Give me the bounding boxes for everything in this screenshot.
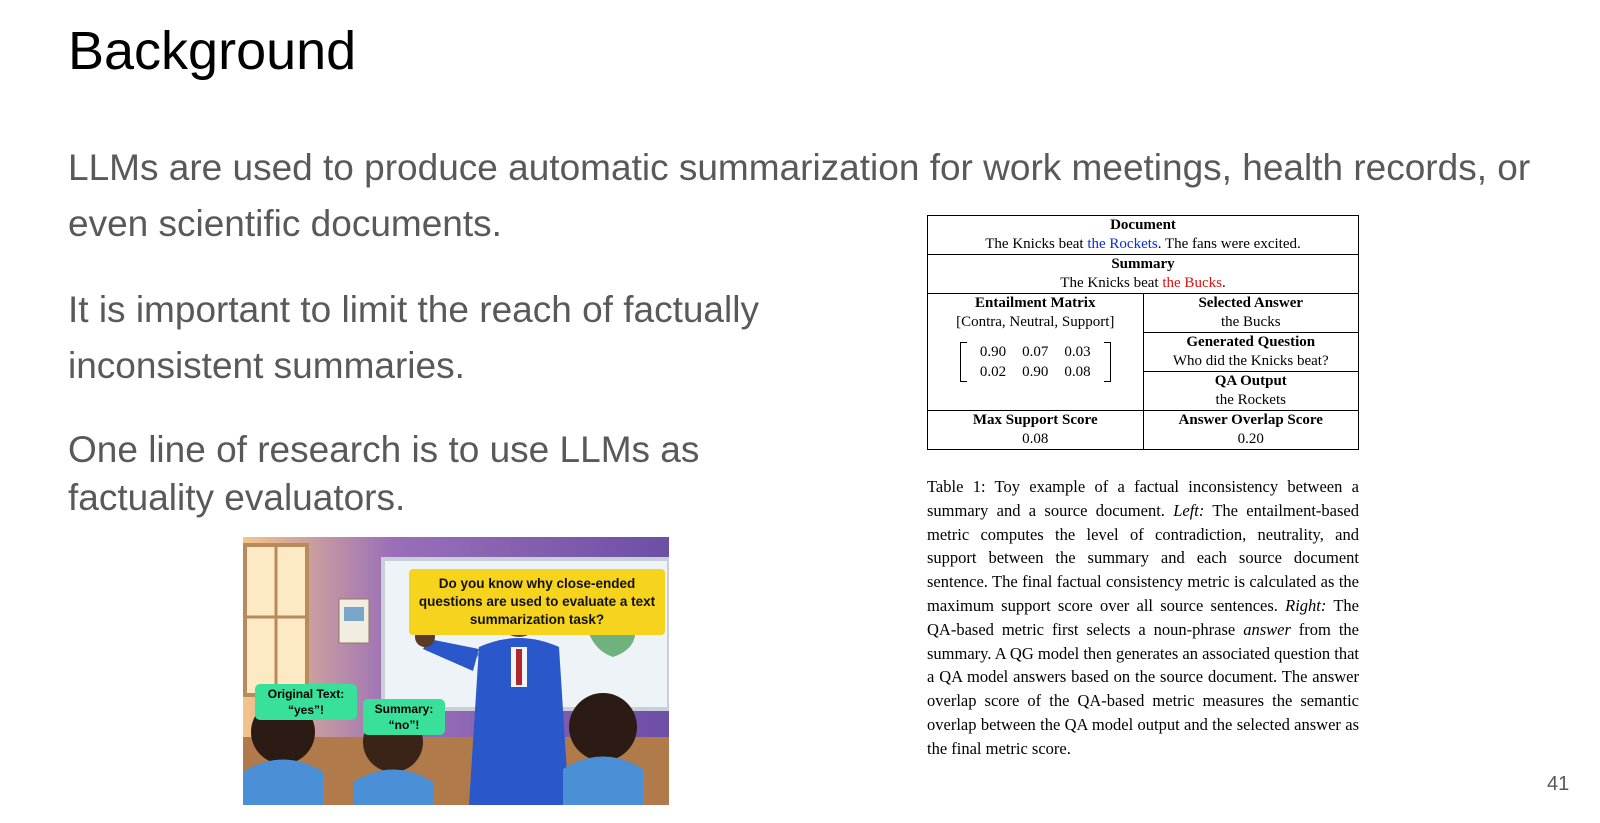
document-header: Document [1110, 217, 1176, 233]
summary-highlight: the Bucks [1162, 275, 1222, 291]
document-text-post: . The fans were excited. [1157, 236, 1301, 252]
caption-label: Table 1: [927, 477, 986, 496]
answer-overlap-cell [1143, 411, 1359, 450]
matrix-value: 0.07 [1022, 344, 1049, 360]
page-number: 41 [1547, 773, 1570, 795]
slide-title: Background [68, 21, 357, 81]
qa-output-value: the Rockets [1215, 392, 1286, 408]
entailment-header: Entailment Matrix [975, 295, 1096, 311]
summary-header: Summary [1111, 256, 1175, 272]
caption-text-3: The QA-based metric first selects a noun-phrase [927, 595, 1359, 639]
question-speech-bubble: Do you know why close-ended questions are used to evaluate a text summarization task? [409, 569, 665, 635]
answer-overlap-header: Answer Overlap Score [1178, 412, 1323, 428]
paragraph-limit-inconsistency: It is important to limit the reach of factually inconsistent summaries. [68, 289, 759, 386]
generated-question-cell [1143, 333, 1359, 372]
entailment-cell [928, 294, 1144, 411]
generated-question-header: Generated Question [1186, 334, 1316, 350]
original-text-label: Original Text: “yes”! [255, 684, 357, 720]
entailment-matrix [960, 342, 1111, 382]
document-cell [928, 216, 1359, 255]
selected-answer-header: Selected Answer [1198, 295, 1304, 311]
max-support-value: 0.08 [1022, 431, 1049, 447]
matrix-value: 0.03 [1064, 344, 1091, 360]
matrix-value: 0.90 [979, 344, 1007, 360]
caption-right: Right: [1285, 595, 1327, 615]
max-support-header: Max Support Score [972, 412, 1098, 428]
generated-question-value: Who did the Knicks beat? [1172, 353, 1329, 369]
entailment-labels: [Contra, Neutral, Support] [956, 314, 1115, 330]
qa-output-header: QA Output [1214, 373, 1287, 389]
summary-text-pre: The Knicks beat [1060, 275, 1163, 291]
classroom-illustration [243, 537, 669, 805]
selected-answer-cell [1143, 294, 1359, 333]
document-text-pre: The Knicks beat [985, 236, 1088, 252]
caption-text-1: Toy example of a factual inconsistency between a summary and a source document. [927, 477, 1359, 520]
paragraph-summarization-use: LLMs are used to produce automatic summarization for work meetings, health records, or even scientific documents. [68, 147, 1531, 244]
answer-overlap-value: 0.20 [1237, 431, 1264, 447]
max-support-cell [928, 411, 1144, 450]
caption-answer-word: answer [1243, 619, 1291, 639]
caption-left: Left: [1173, 500, 1205, 520]
matrix-value: 0.02 [979, 364, 1007, 380]
summary-cell [928, 255, 1359, 294]
matrix-value: 0.90 [1022, 364, 1049, 380]
document-highlight: the Rockets [1087, 236, 1158, 252]
summary-label: Summary: “no”! [363, 699, 445, 735]
matrix-value: 0.08 [1064, 364, 1091, 380]
selected-answer-value: the Bucks [1220, 314, 1281, 330]
qa-output-cell [1143, 372, 1359, 411]
caption-text-4: from the summary. A QG model then generates an associated question that a QA model answers based on the source document. The answer overlap score of the QA-based metric measures the semantic overlap between the QA model output and the selected answer as the final metric score. [927, 619, 1359, 758]
caption-text-2: The entailment-based metric computes the level of contradiction, neutrality, and support between the summary and each source document sentence. The final factual consistency metric is calculated as the maximum support score over all source sentences. [927, 500, 1359, 615]
factuality-example-table [927, 215, 1359, 450]
summary-text-post: . [1221, 275, 1226, 291]
paragraph-llm-evaluators: One line of research is to use LLMs as factuality evaluators. [68, 429, 700, 518]
table-caption [927, 475, 1359, 761]
